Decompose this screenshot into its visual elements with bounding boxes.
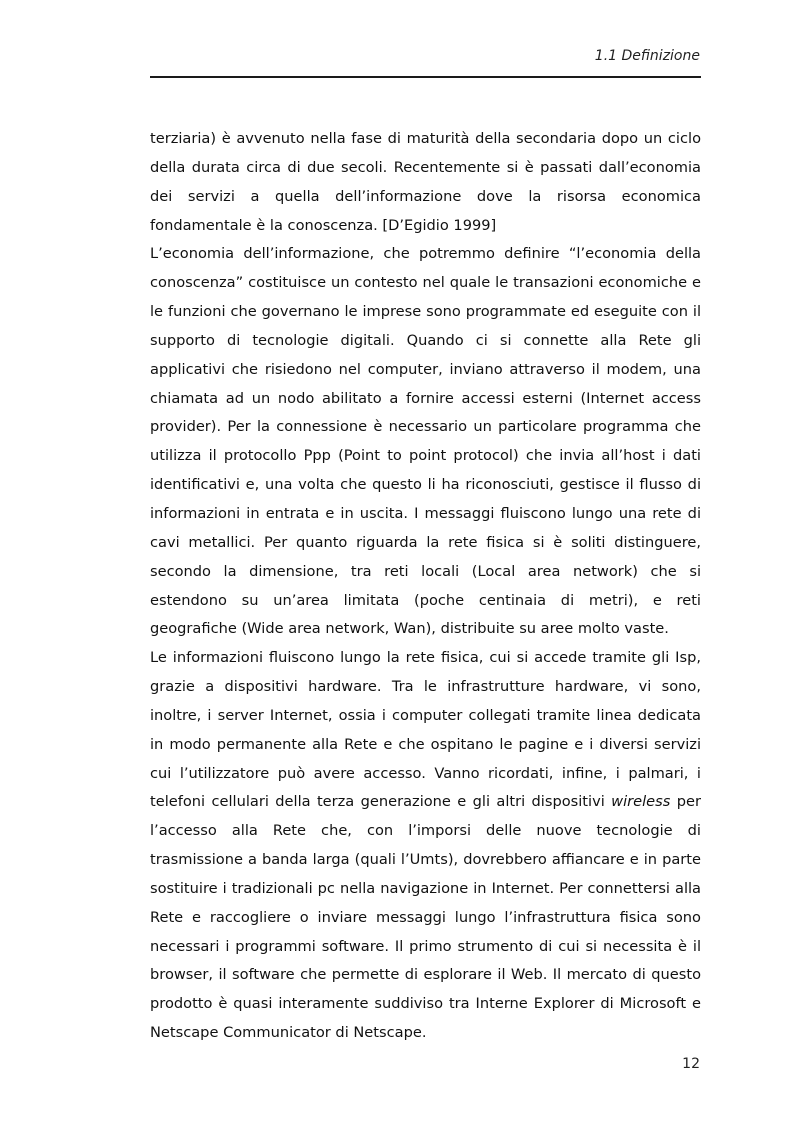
- page-number: 12: [682, 1056, 700, 1072]
- body-text: [150, 125, 701, 1048]
- paragraph-2: L’economia dell’informazione, che potremmo definire “l’economia della conoscenza” costituisce un contesto nel quale le transazioni economiche e le funzioni che governano le imprese sono programmate ed eseguite con il supporto di tecnologie digitali. Quando ci si connette alla Rete gli applicativi che risiedono nel computer, inviano attraverso il modem, una chiamata ad un nodo abilitato a fornire accessi esterni (Internet access provider). Per la connessione è necessario un particolare programma che utilizza il protocollo Ppp (Point to point protocol) che invia all’host i dati identificativi e, una volta che questo li ha riconosciuti, gestisce il flusso di informazioni in entrata e in uscita. I messaggi fluiscono lungo una rete di cavi metallici. Per quanto riguarda la rete fisica si è soliti distinguere, secondo la dimensione, tra reti locali (Local area network) che si estendono su un’area limitata (poche centinaia di metri), e reti geografiche (Wide area network, Wan), distribuite su aree molto vaste.: [150, 245, 701, 638]
- running-header-title: 1.1 Definizione: [594, 48, 700, 64]
- paragraph-3-text-before: Le informazioni fluiscono lungo la rete fisica, cui si accede tramite gli Isp, grazie a dispositivi hardware. Tra le infrastrutture hardware, vi sono, inoltre, i server Internet, ossia i computer collegati tramite linea dedicata in modo permanente alla Rete e che ospitano le pagine e i diversi servizi cui l’utilizzatore può avere accesso. Vanno ricordati, infine, i palmari, i telefoni cellulari della terza generazione e gli altri dispositivi: [150, 649, 701, 811]
- italic-term: wireless: [611, 793, 671, 811]
- header-divider: [150, 76, 701, 78]
- paragraph-3-text-after: per l’accesso alla Rete che, con l’imporsi delle nuove tecnologie di trasmissione a banda larga (quali l’Umts), dovrebbero affiancare e in parte sostituire i tradizionali pc nella navigazione in Internet. Per connettersi alla Rete e raccogliere o inviare messaggi lungo l’infrastruttura fisica sono necessari i programmi software. Il primo strumento di cui si necessita è il browser, il software che permette di esplorare il Web. Il mercato di questo prodotto è quasi interamente suddiviso tra Interne Explorer di Microsoft e Netscape Communicator di Netscape.: [150, 793, 701, 1042]
- paragraph-3: [150, 644, 701, 1048]
- paragraph-1: terziaria) è avvenuto nella fase di maturità della secondaria dopo un ciclo della durata circa di due secoli. Recentemente si è passati dall’economia dei servizi a quella dell’informazione dove la risorsa economica fondamentale è la conoscenza. [D’Egidio 1999]: [150, 130, 701, 234]
